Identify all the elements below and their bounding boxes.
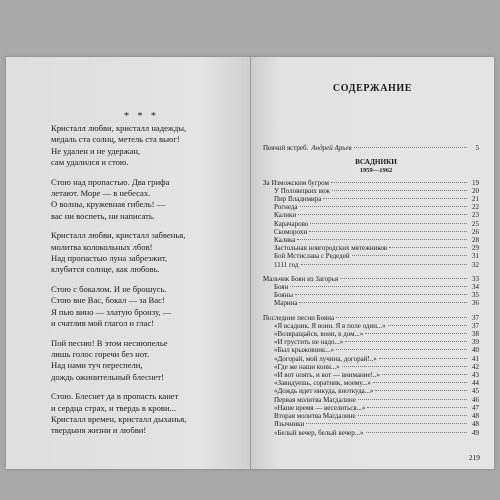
poem-line: вас ни воспеть, ни написать. (51, 210, 155, 221)
toc-entry-title: «Возвращайся, воин, в дом...» (274, 330, 364, 339)
toc-page-number: 26 (472, 227, 479, 236)
toc-entry-title: «Дождь идет никуда, вноткуда...» (274, 387, 374, 396)
toc-entry (263, 252, 479, 260)
leader-dots (389, 247, 467, 248)
toc-page-number: 44 (472, 379, 479, 388)
stanza (51, 230, 241, 276)
toc-entry (263, 195, 479, 203)
toc-page-number: 21 (472, 195, 479, 204)
right-page (251, 57, 494, 469)
leader-dots (295, 294, 467, 295)
toc-entry-title: «Наше время — веселиться...» (274, 403, 366, 412)
toc-entry-title: «Белый вечер, белый вечер...» (274, 428, 364, 437)
poem-line: Кристалл любви, кристалл надежды, (51, 123, 187, 133)
leader-dots (306, 423, 467, 424)
toc-entry-title: «Был крыжовник...» (274, 346, 335, 355)
poem-line: Стою. Блеснет да в пропасть канет (51, 391, 179, 402)
toc-entry (263, 299, 479, 307)
toc-page-number: 29 (472, 244, 479, 253)
toc-page-number: 23 (472, 211, 479, 220)
stanza (51, 284, 241, 330)
toc-entry-title: Боян (274, 283, 289, 292)
leader-dots (310, 223, 467, 224)
toc-entry (263, 379, 479, 387)
toc-entry (263, 429, 479, 437)
poem-line: лишь голос горечи без нот. (51, 348, 150, 359)
toc-entry-title: «Догорай, мой лучина, догорай!..» (274, 354, 377, 363)
leader-dots (298, 214, 467, 215)
left-page (6, 57, 251, 469)
leader-dots (336, 349, 467, 350)
poem (51, 123, 241, 445)
toc-entry (263, 211, 479, 219)
poem-line: сам удалился и стою. (51, 157, 129, 168)
stanza (51, 391, 241, 437)
table-of-contents (263, 144, 479, 437)
page-number: 219 (468, 453, 480, 462)
leader-dots (297, 239, 467, 240)
poem-line: и счатлив мой глагол и глас! (51, 318, 155, 329)
toc-page-number: 46 (472, 395, 479, 404)
toc-entry-title: 1111 год (274, 260, 299, 269)
poem-line: О волны, кружевная гибель! — (51, 199, 166, 210)
poem-line: молитва колокольных лбов! (51, 241, 153, 252)
poem-line: и сердца страх, и твердь в крови... (51, 402, 177, 413)
poem-line: медаль ста солнц, метель ста вьюг! (51, 134, 180, 145)
toc-entry-title: Калика (274, 236, 296, 245)
leader-dots (299, 302, 467, 303)
toc-entry (263, 236, 479, 244)
toc-entry-title: Калики (274, 211, 297, 220)
leader-dots (388, 325, 467, 326)
toc-entry (263, 322, 479, 330)
toc-entry-title: Карачарово (274, 219, 309, 228)
poem-line: Пой песню! В этом несиюпелье (51, 337, 168, 348)
toc-entry-title: «Где же наши кони...» (274, 362, 340, 371)
leader-dots (345, 341, 467, 342)
toc-page-number: 20 (472, 186, 479, 195)
toc-entry-title: «И вот опять, и вот — внимание!..» (274, 371, 380, 380)
toc-entry-title: «Я всадник. Я воин. Я в поле один...» (274, 321, 386, 330)
leader-dots (379, 358, 467, 359)
toc-entry-title: Бояны (274, 291, 294, 300)
toc-entry (263, 371, 479, 379)
leader-dots (331, 182, 467, 183)
toc-entry (263, 179, 479, 187)
leader-dots (352, 255, 467, 256)
toc-page-number: 47 (472, 403, 479, 412)
toc-page-number: 43 (472, 371, 479, 380)
toc-entry-title: Скоморохи (274, 227, 308, 236)
toc-page-number: 28 (472, 236, 479, 245)
leader-dots (342, 366, 467, 367)
toc-entry-title: Вторая молитва Магдалине (274, 412, 356, 421)
toc-page-number: 39 (472, 338, 479, 347)
toc-page-number: 48 (472, 412, 479, 421)
leader-dots (336, 317, 467, 318)
toc-page-number: 35 (472, 291, 479, 300)
leader-dots (340, 278, 467, 279)
toc-page-number: 31 (472, 252, 479, 261)
toc-page-number: 37 (472, 321, 479, 330)
poem-line: Я пью вино — златую бронзу, — (51, 306, 172, 317)
toc-page-number: 41 (472, 354, 479, 363)
toc-entry (263, 363, 479, 371)
leader-dots (358, 415, 467, 416)
leader-dots (290, 286, 467, 287)
toc-entry (263, 338, 479, 346)
toc-intro-label: Певчий ястреб. (263, 144, 309, 152)
toc-entry (263, 396, 479, 404)
toc-entry (263, 275, 479, 283)
toc-page-number: 37 (472, 313, 479, 322)
poem-line: Стою с бокалом. И не брошусь. (51, 283, 167, 294)
poem-line: Над пропастью луна забрезжит, (51, 253, 168, 264)
toc-entry-title: Застольная новгородских мятежников (274, 244, 388, 253)
toc-page-number: 38 (472, 330, 479, 339)
toc-entry-title: У Половецких веж (274, 186, 330, 195)
poem-line: летают. Море — в небесах. (51, 188, 151, 199)
toc-entry (263, 228, 479, 236)
toc-entry-title: «И грустить не надо...» (274, 338, 344, 347)
toc-page-number: 42 (472, 362, 479, 371)
leader-dots (365, 333, 467, 334)
toc-entry-title: Язычники (274, 420, 305, 429)
toc-page-number: 36 (472, 299, 479, 308)
toc-entry-title: Бой Мстислава с Редедей (274, 252, 350, 261)
toc-group-2 (263, 275, 479, 308)
toc-page-number: 32 (472, 260, 479, 269)
toc-entry-title: Мальчик Боян из Загорья (263, 274, 339, 283)
toc-entry (263, 404, 479, 412)
poem-line: Стою вне Вас, бокал — за Вас! (51, 295, 165, 306)
poem-line: Кристалл времен, кристалл дыханья, (51, 413, 187, 424)
leader-dots (323, 198, 467, 199)
contents-title: СОДЕРЖАНИЕ (332, 83, 413, 94)
toc-page-number: 40 (472, 346, 479, 355)
toc-entry (263, 314, 479, 322)
toc-intro-row (263, 144, 479, 152)
toc-entry (263, 291, 479, 299)
poem-line: дождь ожинительный блеснет! (51, 371, 164, 382)
book-spread (6, 57, 494, 469)
toc-entry-title: Последние песни Бояна (263, 313, 335, 322)
leader-dots (358, 399, 467, 400)
leader-dots (382, 374, 467, 375)
toc-page-number: 34 (472, 283, 479, 292)
toc-page-number: 25 (472, 219, 479, 228)
poem-line: Не удален и не удержан, (51, 145, 141, 156)
toc-entry (263, 283, 479, 291)
toc-entry (263, 244, 479, 252)
poem-line: твердыня жизни и любви! (51, 425, 147, 436)
toc-entry (263, 330, 479, 338)
toc-page-number: 33 (472, 274, 479, 283)
poem-line: Кристалл любви, кристалл забвенья, (51, 230, 186, 241)
toc-entry-title: «Завидуешь, соратник, моему...» (274, 379, 371, 388)
stanza (51, 177, 241, 223)
leader-dots (300, 206, 467, 207)
poem-line: клубится солнце, как любовь. (51, 264, 160, 275)
leader-dots (373, 382, 467, 383)
toc-page-number: 5 (475, 144, 479, 152)
toc-page-number: 48 (472, 420, 479, 429)
section-title: ВСАДНИКИ (355, 158, 397, 167)
toc-entry (263, 387, 479, 395)
leader-dots (354, 147, 467, 148)
poem-line: Над нами туч переспели, (51, 360, 143, 371)
toc-entry (263, 203, 479, 211)
leader-dots (309, 231, 467, 232)
section-years: 1959—1962 (359, 166, 393, 174)
toc-group-3 (263, 314, 479, 437)
poem-line: Стою над пропастью. Два грифа (51, 176, 170, 187)
stanza (51, 123, 241, 169)
stanza (51, 338, 241, 384)
leader-dots (367, 407, 467, 408)
toc-entry-title: Рогнеда (274, 203, 298, 212)
toc-entry-title: Первая молитва Магдалине (274, 395, 356, 404)
stanza-separator: * * * (124, 111, 159, 122)
toc-entry (263, 187, 479, 195)
toc-entry (263, 346, 479, 354)
toc-entry-title: Марина (274, 299, 298, 308)
leader-dots (375, 390, 467, 391)
toc-entry (263, 220, 479, 228)
toc-entry-title: За Изможским бугром (263, 178, 329, 187)
leader-dots (301, 264, 467, 265)
toc-entry (263, 355, 479, 363)
toc-entry (263, 420, 479, 428)
toc-page-number: 49 (472, 428, 479, 437)
toc-page-number: 45 (472, 387, 479, 396)
leader-dots (366, 432, 468, 433)
toc-page-number: 22 (472, 203, 479, 212)
toc-group-1 (263, 179, 479, 269)
toc-entry (263, 261, 479, 269)
toc-page-number: 19 (472, 178, 479, 187)
leader-dots (332, 190, 467, 191)
toc-intro-author: Андрей Арьев (311, 144, 352, 152)
toc-entry (263, 412, 479, 420)
toc-entry-title: Пир Владимира (274, 195, 322, 204)
